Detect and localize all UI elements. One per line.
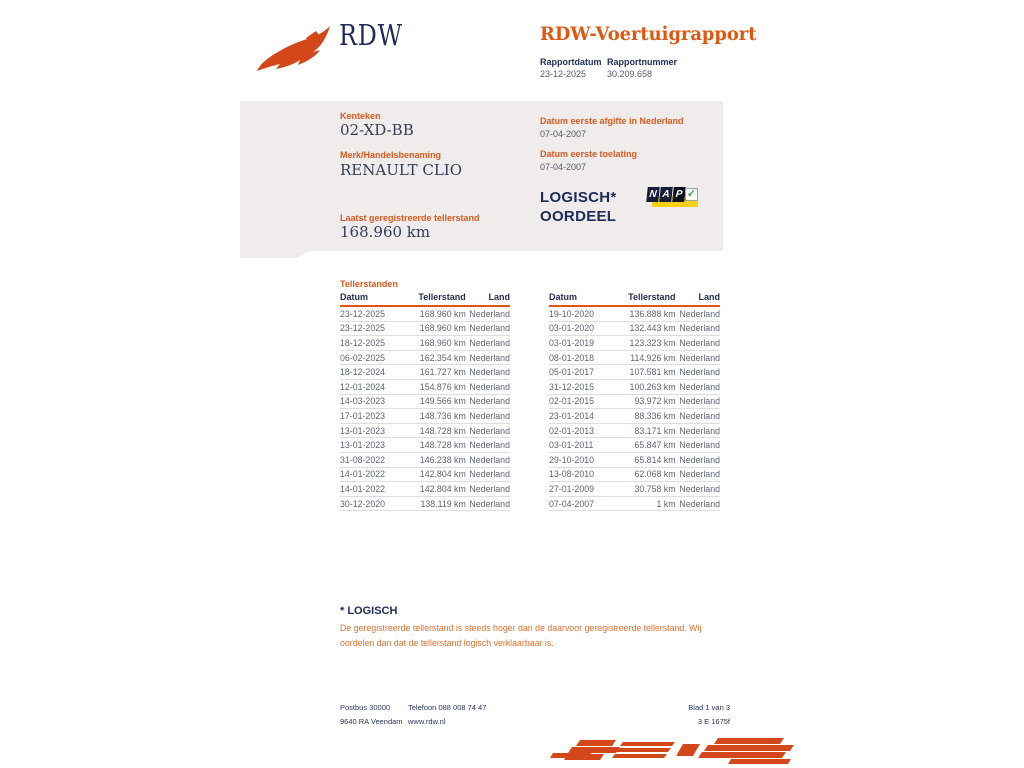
cell-land: Nederland bbox=[679, 425, 720, 436]
cell-tellerstand: 83.171 km bbox=[634, 425, 676, 436]
cell-land: Nederland bbox=[679, 337, 720, 348]
cell-datum: 07-04-2007 bbox=[549, 498, 594, 509]
table-row bbox=[549, 336, 720, 351]
cell-tellerstand: 142.804 km bbox=[419, 483, 466, 494]
table-row bbox=[549, 307, 720, 322]
cell-datum: 08-01-2018 bbox=[549, 352, 594, 363]
cell-land: Nederland bbox=[469, 337, 510, 348]
rdw-stripes-graphic bbox=[538, 736, 806, 768]
cell-datum: 23-01-2014 bbox=[549, 410, 594, 421]
cell-tellerstand: 65.814 km bbox=[634, 454, 676, 465]
footer-city: 9640 RA Veendam bbox=[340, 717, 403, 726]
logisch-footnote-title: * LOGISCH bbox=[340, 605, 398, 617]
nap-letter-n: N bbox=[646, 187, 660, 202]
cell-land: Nederland bbox=[679, 410, 720, 421]
table-row bbox=[340, 322, 510, 337]
cell-land: Nederland bbox=[469, 410, 510, 421]
table-row bbox=[549, 322, 720, 337]
cell-datum: 13-08-2010 bbox=[549, 469, 594, 480]
cell-tellerstand: 149.566 km bbox=[419, 396, 466, 407]
eerste-afgifte-label: Datum eerste afgifte in Nederland bbox=[540, 116, 684, 126]
cell-datum: 31-08-2022 bbox=[340, 454, 385, 465]
cell-land: Nederland bbox=[469, 454, 510, 465]
eerste-toelating-label: Datum eerste toelating bbox=[540, 149, 638, 159]
cell-land: Nederland bbox=[679, 381, 720, 392]
odometer-table-right bbox=[549, 292, 720, 511]
cell-land: Nederland bbox=[679, 352, 720, 363]
report-date-label: Rapportdatum bbox=[540, 57, 602, 67]
cell-tellerstand: 114.926 km bbox=[630, 352, 676, 363]
col-land: Land bbox=[698, 292, 720, 302]
table-header bbox=[340, 292, 510, 307]
cell-datum: 06-02-2025 bbox=[340, 352, 385, 363]
cell-land: Nederland bbox=[679, 396, 720, 407]
footer-page-number: Blad 1 van 3 bbox=[688, 703, 730, 712]
nap-check-icon: ✓ bbox=[686, 188, 697, 200]
rdw-wing-logo-icon bbox=[256, 24, 332, 72]
cell-tellerstand: 107.581 km bbox=[629, 367, 676, 378]
cell-tellerstand: 138.119 km bbox=[420, 498, 466, 509]
cell-tellerstand: 136.888 km bbox=[629, 308, 676, 319]
footer-phone: Telefoon 088 008 74 47 bbox=[408, 703, 487, 712]
table-row bbox=[549, 351, 720, 366]
cell-land: Nederland bbox=[679, 367, 720, 378]
cell-land: Nederland bbox=[469, 352, 510, 363]
col-land: Land bbox=[488, 292, 510, 302]
cell-tellerstand: 142.804 km bbox=[419, 469, 466, 480]
cell-tellerstand: 154.876 km bbox=[419, 381, 466, 392]
nap-letter-a: A bbox=[659, 187, 673, 202]
cell-tellerstand: 148.728 km bbox=[419, 440, 466, 451]
table-row bbox=[549, 380, 720, 395]
report-number-label: Rapportnummer bbox=[607, 57, 678, 67]
cell-land: Nederland bbox=[469, 498, 510, 509]
cell-tellerstand: 132.443 km bbox=[629, 323, 676, 334]
table-row bbox=[340, 482, 510, 497]
table-row bbox=[549, 453, 720, 468]
cell-land: Nederland bbox=[469, 323, 510, 334]
nap-logo bbox=[647, 186, 699, 209]
cell-datum: 12-01-2024 bbox=[340, 381, 385, 392]
eerste-toelating-value: 07-04-2007 bbox=[540, 162, 587, 172]
page-title: RDW-Voertuigrapport bbox=[540, 23, 757, 45]
col-datum: Datum bbox=[340, 292, 369, 302]
table-row bbox=[549, 409, 720, 424]
cell-datum: 13-01-2023 bbox=[340, 440, 385, 451]
kenteken-value: 02-XD-BB bbox=[340, 121, 414, 139]
cell-datum: 03-01-2011 bbox=[549, 440, 594, 451]
cell-datum: 05-01-2017 bbox=[549, 367, 594, 378]
cell-tellerstand: 168.960 km bbox=[419, 323, 466, 334]
table-row bbox=[340, 409, 510, 424]
cell-land: Nederland bbox=[679, 440, 720, 451]
cell-land: Nederland bbox=[469, 396, 510, 407]
cell-datum: 03-01-2019 bbox=[549, 337, 594, 348]
cell-land: Nederland bbox=[679, 483, 720, 494]
cell-datum: 03-01-2020 bbox=[549, 323, 594, 334]
cell-land: Nederland bbox=[679, 469, 720, 480]
cell-land: Nederland bbox=[469, 367, 510, 378]
table-row bbox=[340, 307, 510, 322]
table-header bbox=[549, 292, 720, 307]
cell-land: Nederland bbox=[679, 454, 720, 465]
cell-land: Nederland bbox=[679, 308, 720, 319]
cell-datum: 31-12-2015 bbox=[549, 381, 594, 392]
cell-datum: 14-01-2022 bbox=[340, 469, 385, 480]
cell-tellerstand: 100.263 km bbox=[629, 381, 676, 392]
merk-label: Merk/Handelsbenaming bbox=[340, 150, 442, 160]
logisch-footnote-body: De geregistreerde tellerstand is steeds hoger dan de daarvoor geregistreerde tellerstand. Wij oordelen dan dat de tellerstand logisch verklaarbaar is. bbox=[340, 623, 702, 648]
cell-land: Nederland bbox=[469, 440, 510, 451]
cell-land: Nederland bbox=[469, 308, 510, 319]
table-row bbox=[340, 351, 510, 366]
table-row bbox=[549, 497, 720, 512]
footer-website[interactable]: www.rdw.nl bbox=[408, 717, 446, 726]
cell-datum: 14-01-2022 bbox=[340, 483, 385, 494]
table-row bbox=[340, 395, 510, 410]
tellerstanden-title: Tellerstanden bbox=[340, 279, 398, 289]
cell-tellerstand: 168.960 km bbox=[419, 337, 466, 348]
oordeel-line2: OORDEEL bbox=[540, 208, 617, 225]
cell-datum: 18-12-2024 bbox=[340, 367, 385, 378]
cell-datum: 29-10-2010 bbox=[549, 454, 594, 465]
cell-tellerstand: 146.238 km bbox=[419, 454, 466, 465]
cell-tellerstand: 65.847 km bbox=[634, 440, 676, 451]
cell-tellerstand: 93.972 km bbox=[634, 396, 676, 407]
cell-land: Nederland bbox=[679, 498, 720, 509]
cell-land: Nederland bbox=[469, 425, 510, 436]
cell-land: Nederland bbox=[469, 469, 510, 480]
cell-tellerstand: 1 km bbox=[656, 498, 676, 509]
cell-datum: 13-01-2023 bbox=[340, 425, 385, 436]
table-row bbox=[549, 395, 720, 410]
laatste-tellerstand-value: 168.960 km bbox=[340, 223, 431, 241]
rdw-wordmark: RDW bbox=[339, 18, 403, 52]
cell-tellerstand: 123.323 km bbox=[629, 337, 676, 348]
table-row bbox=[340, 424, 510, 439]
table-row bbox=[549, 365, 720, 380]
cell-tellerstand: 30.758 km bbox=[634, 483, 676, 494]
cell-datum: 30-12-2020 bbox=[340, 498, 385, 509]
table-row bbox=[340, 336, 510, 351]
report-date-value: 23-12-2025 bbox=[540, 69, 587, 79]
table-row bbox=[340, 438, 510, 453]
table-row bbox=[340, 497, 510, 512]
cell-land: Nederland bbox=[469, 483, 510, 494]
col-datum: Datum bbox=[549, 292, 578, 302]
footer-page-info bbox=[600, 701, 730, 729]
cell-tellerstand: 62.068 km bbox=[634, 469, 676, 480]
cell-tellerstand: 148.728 km bbox=[419, 425, 466, 436]
odometer-table-left bbox=[340, 292, 510, 511]
cell-tellerstand: 168.960 km bbox=[419, 308, 466, 319]
table-row bbox=[340, 453, 510, 468]
footer-postbus: Postbus 30000 bbox=[340, 703, 391, 712]
merk-value: RENAULT CLIO bbox=[340, 161, 463, 179]
cell-datum: 02-01-2013 bbox=[549, 425, 594, 436]
cell-tellerstand: 88.336 km bbox=[634, 410, 676, 421]
table-row bbox=[549, 468, 720, 483]
cell-datum: 23-12-2025 bbox=[340, 323, 385, 334]
cell-tellerstand: 161.727 km bbox=[419, 367, 466, 378]
cell-datum: 27-01-2009 bbox=[549, 483, 594, 494]
footer-address bbox=[340, 701, 403, 729]
table-row bbox=[340, 468, 510, 483]
table-row bbox=[549, 424, 720, 439]
cell-land: Nederland bbox=[679, 323, 720, 334]
col-tellerstand: Tellerstand bbox=[628, 292, 676, 302]
nap-letter-p: P bbox=[672, 187, 686, 202]
oordeel-line1: LOGISCH* bbox=[540, 189, 617, 206]
cell-datum: 02-01-2015 bbox=[549, 396, 594, 407]
cell-datum: 18-12-2025 bbox=[340, 337, 385, 348]
cell-tellerstand: 148.736 km bbox=[419, 410, 466, 421]
footer-form-code: 3 E 1675f bbox=[697, 717, 730, 726]
cell-datum: 14-03-2023 bbox=[340, 396, 385, 407]
table-row bbox=[549, 482, 720, 497]
col-tellerstand: Tellerstand bbox=[418, 292, 466, 302]
eerste-afgifte-value: 07-04-2007 bbox=[540, 129, 587, 139]
table-row bbox=[340, 365, 510, 380]
cell-tellerstand: 162.354 km bbox=[419, 352, 466, 363]
table-row bbox=[340, 380, 510, 395]
kenteken-label: Kenteken bbox=[340, 111, 381, 121]
cell-datum: 23-12-2025 bbox=[340, 308, 385, 319]
laatste-tellerstand-label: Laatst geregistreerde tellerstand bbox=[340, 213, 480, 223]
footer-contact bbox=[408, 701, 486, 729]
table-row bbox=[549, 438, 720, 453]
cell-land: Nederland bbox=[469, 381, 510, 392]
cell-datum: 17-01-2023 bbox=[340, 410, 385, 421]
cell-datum: 19-10-2020 bbox=[549, 308, 594, 319]
report-number-value: 30.209.658 bbox=[607, 69, 653, 79]
